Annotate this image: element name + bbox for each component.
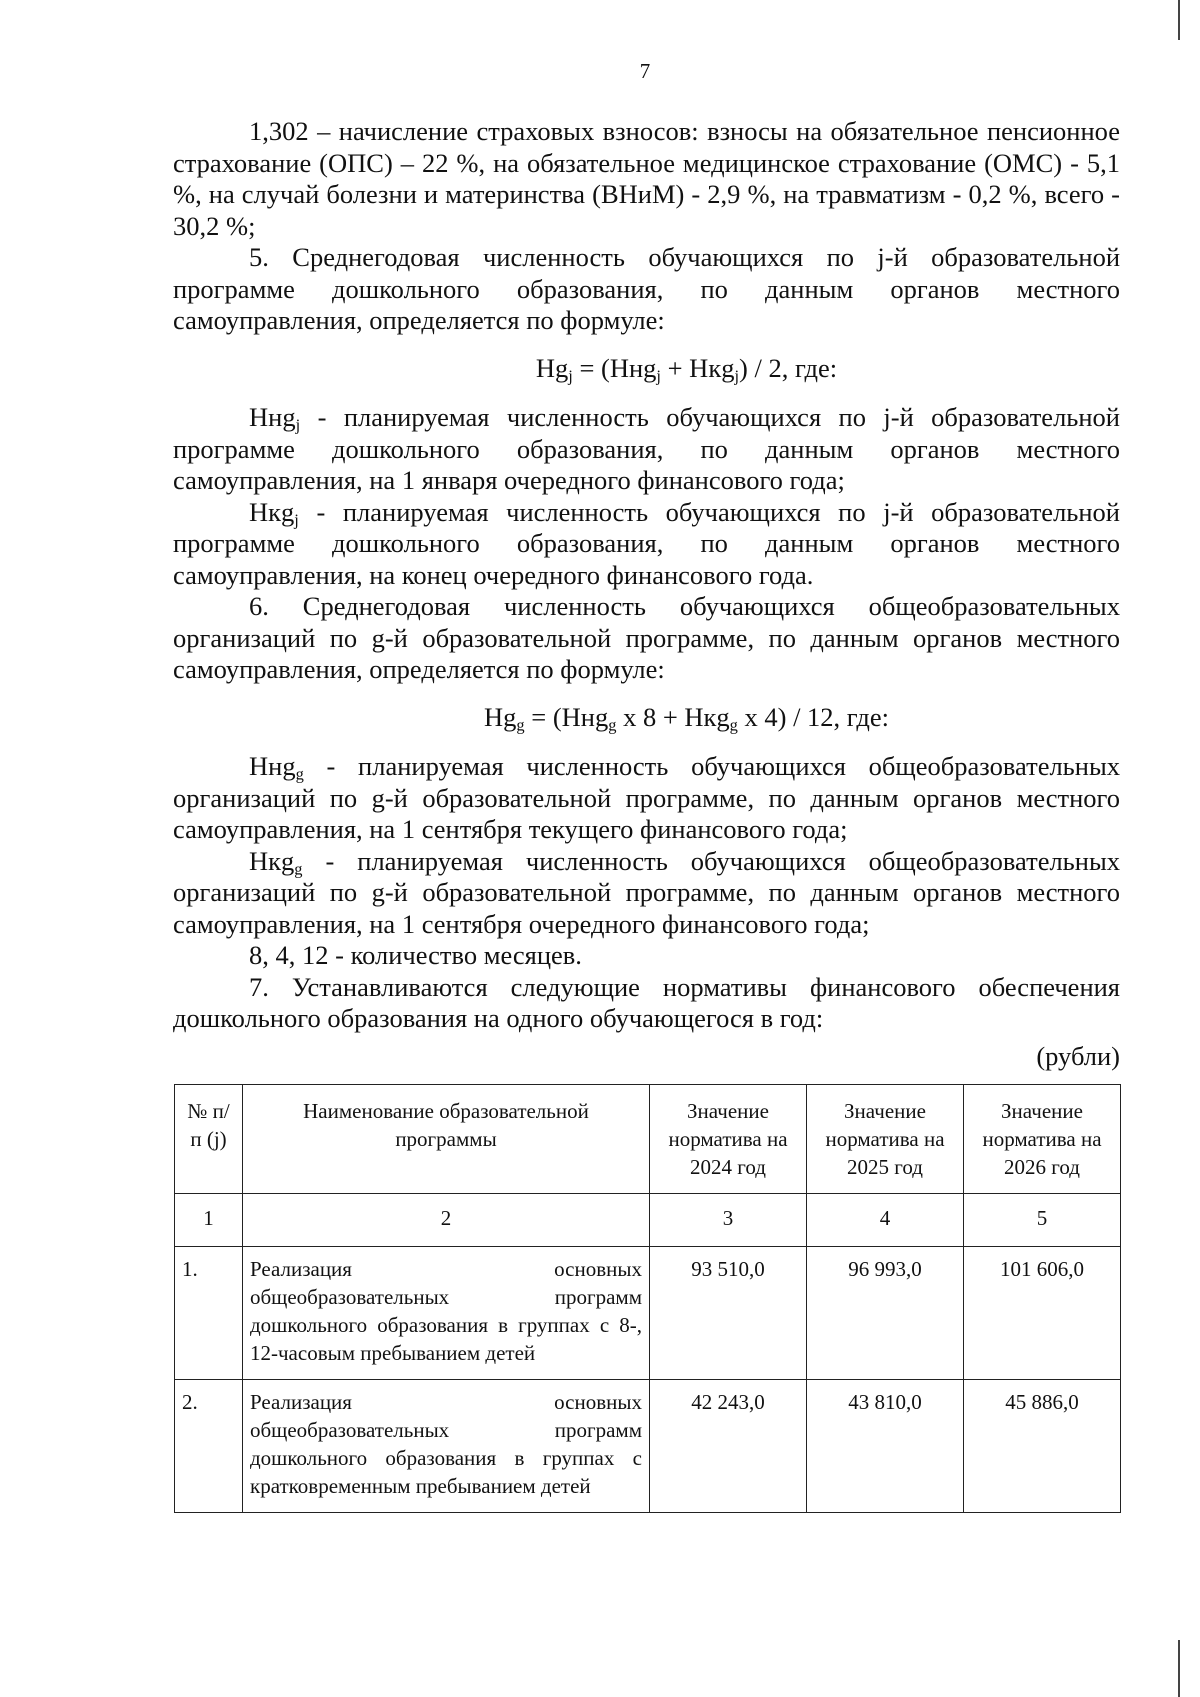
column-number: 5 xyxy=(964,1194,1121,1247)
value-2024: 93 510,0 xyxy=(650,1247,807,1380)
paragraph-insurance-contributions: 1,302 – начисление страховых взносов: взносы на обязательное пенсионное страхование (ОПС) – 22 %, на обязательное медицинское страхование (ОМС) - 5,1 %, на случай болезни и материнства (ВНиМ) - 2,9 %, на травматизм - 0,2 %, всего - 30,2 %; xyxy=(173,116,1120,241)
column-number-row xyxy=(175,1194,1121,1247)
table-row xyxy=(175,1380,1121,1513)
months-note: 8, 4, 12 - количество месяцев. xyxy=(249,940,582,970)
currency-unit: (рубли) xyxy=(1036,1040,1120,1071)
row-number: 2. xyxy=(175,1380,243,1513)
header-value-2024: Значение норматива на 2024 год xyxy=(650,1085,807,1194)
value-2024: 42 243,0 xyxy=(650,1380,807,1513)
header-number: № п/п (j) xyxy=(175,1085,243,1194)
paragraph-5: 5. Среднегодовая численность обучающихся по j-й образовательной программе дошкольного образования, по данным органов местного самоуправления, определяется по формуле: xyxy=(173,242,1120,335)
definition-hkg-g: Hкg$_g$ - планируемая численность обучающихся общеобразовательных организаций по g-й образовательной программе, по данным органов местного самоуправления, на 1 сентября очередного финансового года; xyxy=(173,845,1120,939)
definition-hng-j: Hнg$_j$ - планируемая численность обучающихся по j-й образовательной программе дошкольного образования, по данным органов местного самоуправления, на 1 января очередного финансового года; xyxy=(173,402,1120,495)
value-2026: 45 886,0 xyxy=(964,1380,1121,1513)
column-number: 3 xyxy=(650,1194,807,1247)
document-body xyxy=(173,116,1120,1072)
program-name: Реализация основных общеобразовательных программ дошкольного образования в группах с 8-, 12-часовым пребыванием детей xyxy=(243,1247,650,1380)
row-number: 1. xyxy=(175,1247,243,1380)
paragraph-6: 6. Среднегодовая численность обучающихся общеобразовательных организаций по g-й образовательной программе, по данным органов местного самоуправления, определяется по формуле: xyxy=(173,591,1120,684)
table-header-row xyxy=(175,1085,1121,1194)
header-value-2025: Значение норматива на 2025 год xyxy=(807,1085,964,1194)
formula-general-average: $Hg_g = (Hнg_g$ x 8 + Hкg$_g$ x 4) / 12, где: xyxy=(484,701,889,735)
norms-table xyxy=(174,1084,1121,1513)
paragraph-7: 7. Устанавливаются следующие нормативы финансового обеспечения дошкольного образования на одного обучающегося в год: xyxy=(173,971,1120,1033)
definition-hkg-j: Hкg$_j$ - планируемая численность обучающихся по j-й образовательной программе дошкольного образования, по данным органов местного самоуправления, на конец очередного финансового года. xyxy=(173,496,1120,590)
column-number: 4 xyxy=(807,1194,964,1247)
value-2025: 43 810,0 xyxy=(807,1380,964,1513)
header-program-name: Наименование образовательной программы xyxy=(243,1085,650,1194)
value-2025: 96 993,0 xyxy=(807,1247,964,1380)
column-number: 1 xyxy=(175,1194,243,1247)
formula-preschool-average: $Hg_j = (Hнg_j + Hкg_j) / 2$, где: xyxy=(535,352,838,386)
page-number: 7 xyxy=(639,59,651,83)
scan-edge-mark xyxy=(1178,0,1180,40)
header-value-2026: Значение норматива на 2026 год xyxy=(964,1085,1121,1194)
program-name: Реализация основных общеобразовательных программ дошкольного образования в группах с кратковременным пребыванием детей xyxy=(243,1380,650,1513)
value-2026: 101 606,0 xyxy=(964,1247,1121,1380)
column-number: 2 xyxy=(243,1194,650,1247)
table-row xyxy=(175,1247,1121,1380)
definition-hng-g: Hнg$_g$ - планируемая численность обучающихся общеобразовательных организаций по g-й образовательной программе, по данным органов местного самоуправления, на 1 сентября текущего финансового года; xyxy=(173,751,1120,844)
scan-edge-mark xyxy=(1178,1640,1180,1697)
